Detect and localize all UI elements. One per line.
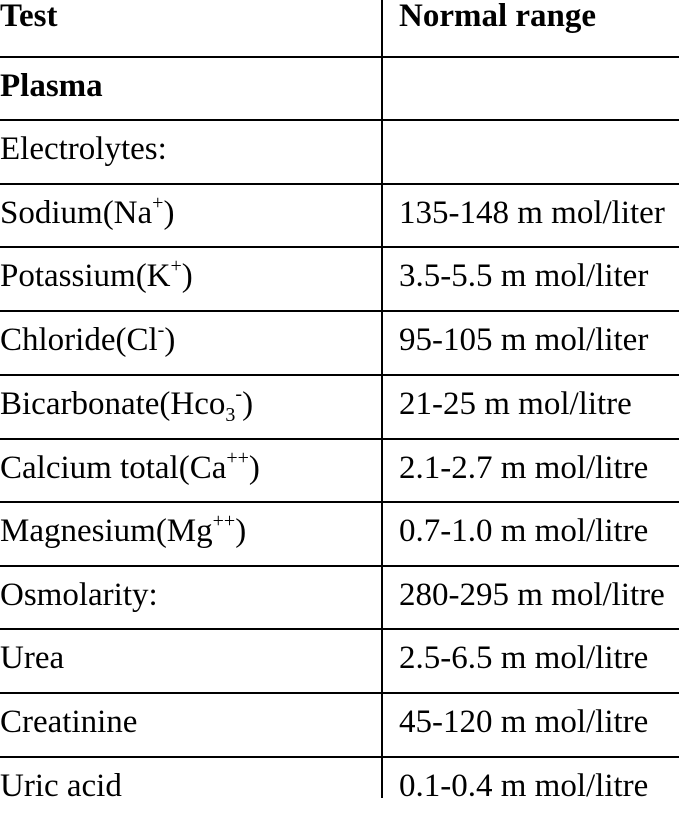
test-name-tail: ) [242,386,254,422]
normal-range-value: 21-25 m mol/litre [399,386,632,422]
test-name-text: Osmolarity: [0,577,158,613]
test-name-text: Uric acid [0,768,122,804]
normal-range-value: 2.5-6.5 m mol/litre [399,640,649,676]
header-test: Test [0,0,58,34]
normal-range-value: 0.1-0.4 m mol/litre [399,768,649,804]
test-name-text: Magnesium(Mg [0,513,213,549]
test-superscript: - [235,383,243,405]
table-row [0,375,679,439]
table-row [0,502,679,566]
test-name [0,255,193,294]
table-row [0,184,679,248]
test-name [0,70,103,103]
table-row [0,629,679,693]
normal-range-value: 0.7-1.0 m mol/litre [399,513,649,549]
normal-range-value: 2.1-2.7 m mol/litre [399,450,649,486]
test-superscript: - [157,319,165,341]
test-name-tail: ) [248,450,260,486]
test-superscript: + [170,255,182,277]
test-name [0,510,247,549]
test-name-text: Sodium(Na [0,195,153,231]
test-name-text: Calcium total(Ca [0,450,227,486]
test-name-text: Urea [0,640,65,676]
table-row [0,120,679,184]
table-row [0,57,679,121]
test-name [0,706,137,739]
table-row [0,247,679,311]
normal-range-value: 280-295 m mol/litre [399,577,665,613]
test-superscript: ++ [212,510,236,532]
test-name [0,770,122,803]
test-name [0,579,158,612]
test-name [0,642,64,675]
test-name-text: Bicarbonate(Hco [0,386,226,422]
table-row [0,757,679,821]
test-name-tail: ) [235,513,247,549]
table-row [0,311,679,375]
table-header-row [0,0,679,51]
test-name [0,319,176,358]
test-superscript: + [152,192,164,214]
test-name-text: Chloride(Cl [0,322,158,358]
normal-range-value: 95-105 m mol/liter [399,322,649,358]
test-name-text: Creatinine [0,704,138,740]
header-range: Normal range [399,0,597,34]
test-subscript: 3 [225,404,236,426]
test-name [0,383,254,426]
table-row [0,693,679,757]
normal-range-value: 135-148 m mol/liter [399,195,665,231]
test-name [0,192,175,231]
test-name-text: Potassium(K [0,258,171,294]
test-name-text: Plasma [0,68,103,104]
table-row [0,439,679,503]
test-name [0,133,167,166]
normal-range-value: 3.5-5.5 m mol/liter [399,258,649,294]
test-superscript: ++ [226,447,249,469]
test-name-tail: ) [181,258,193,294]
test-name [0,447,260,486]
test-name-text: Electrolytes: [0,131,167,167]
table-row [0,566,679,630]
test-name-tail: ) [164,322,176,358]
test-name-tail: ) [163,195,175,231]
normal-range-value: 45-120 m mol/litre [399,704,649,740]
